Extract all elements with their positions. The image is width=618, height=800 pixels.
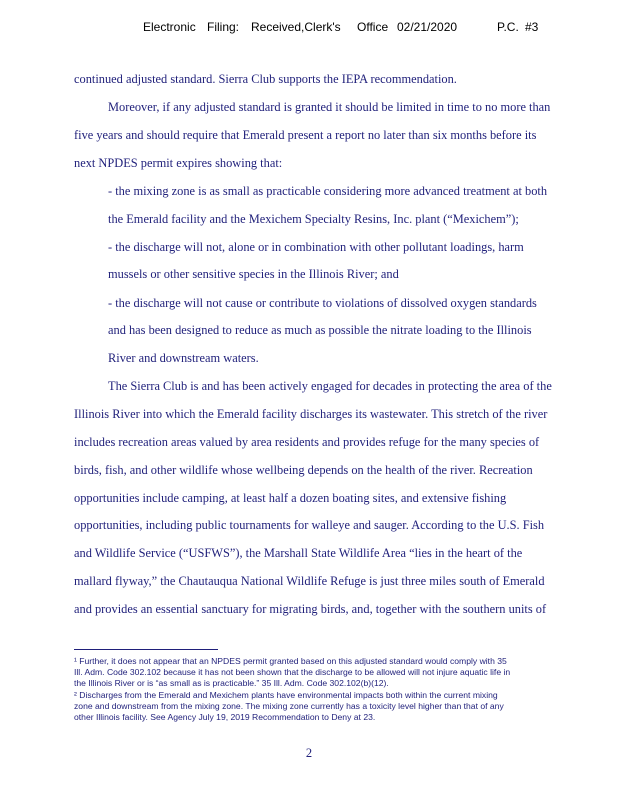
body-line: - the discharge will not cause or contribute to violations of dissolved oxygen standards (108, 296, 537, 310)
body-line: next NPDES permit expires showing that: (74, 156, 283, 170)
body-line: - the mixing zone is as small as practicable considering more advanced treatment at both (108, 184, 548, 198)
body-line: opportunities include camping, at least half a dozen boating sites, and extensive fishing (74, 491, 507, 505)
body-line: includes recreation areas valued by area residents and provides refuge for the many species of (74, 435, 540, 449)
body-line: mussels or other sensitive species in the Illinois River; and (108, 267, 399, 281)
header-filing: Filing: (207, 20, 240, 34)
footnote-divider (74, 649, 218, 650)
body-line: - the discharge will not, alone or in combination with other pollutant loadings, harm (108, 240, 524, 254)
body-line: five years and should require that Emerald present a report no later than six months before its (74, 128, 537, 142)
footnote-line: ² Discharges from the Emerald and Mexichem plants have environmental impacts both within the current mixing (74, 690, 498, 700)
footnote-line: zone and downstream from the mixing zone. The mixing zone currently has a toxicity level higher than that of any (74, 701, 504, 711)
header-pc-number: #3 (525, 20, 539, 34)
footnote-line: ¹ Further, it does not appear that an NPDES permit granted based on this adjusted standard would comply with 35 (74, 656, 507, 666)
body-line: the Emerald facility and the Mexichem Specialty Resins, Inc. plant (“Mexichem”); (108, 212, 519, 226)
body-line: Moreover, if any adjusted standard is granted it should be limited in time to no more than (108, 100, 551, 114)
footnote-line: the Illinois River or is “as small as is practicable.” 35 Ill. Adm. Code 302.102(b)(12). (74, 678, 389, 688)
page-number: 2 (305, 746, 313, 760)
body-line: birds, fish, and other wildlife whose wellbeing depends on the health of the river. Recreation (74, 463, 533, 477)
body-line: The Sierra Club is and has been actively engaged for decades in protecting the area of the (108, 379, 552, 393)
body-line: River and downstream waters. (108, 351, 259, 365)
body-line: and has been designed to reduce as much as possible the nitrate loading to the Illinois (108, 323, 532, 337)
body-line: continued adjusted standard. Sierra Club supports the IEPA recommendation. (74, 72, 457, 86)
body-line: mallard flyway,” the Chautauqua National Wildlife Refuge is just three miles south of Emerald (74, 574, 545, 588)
body-line: opportunities, including public tournaments for walleye and sauger. According to the U.S. Fish (74, 518, 545, 532)
header-electronic: Electronic (143, 20, 196, 34)
header-pc: P.C. (497, 20, 519, 34)
body-line: and Wildlife Service (“USFWS”), the Marshall State Wildlife Area “lies in the heart of the (74, 546, 523, 560)
header-date: 02/21/2020 (397, 20, 458, 34)
body-line: Illinois River into which the Emerald facility discharges its wastewater. This stretch of the river (74, 407, 548, 421)
header-received: Received,Clerk's (251, 20, 341, 34)
header-office: Office (357, 20, 389, 34)
footnote-line: Ill. Adm. Code 302.102 because it has not been shown that the discharge to be allowed will not injure aquatic life in (74, 667, 511, 677)
footnote-line: other Illinois facility. See Agency July 19, 2019 Recommendation to Deny at 23. (74, 712, 376, 722)
body-line: and provides an essential sanctuary for migrating birds, and, together with the southern units of (74, 602, 547, 616)
